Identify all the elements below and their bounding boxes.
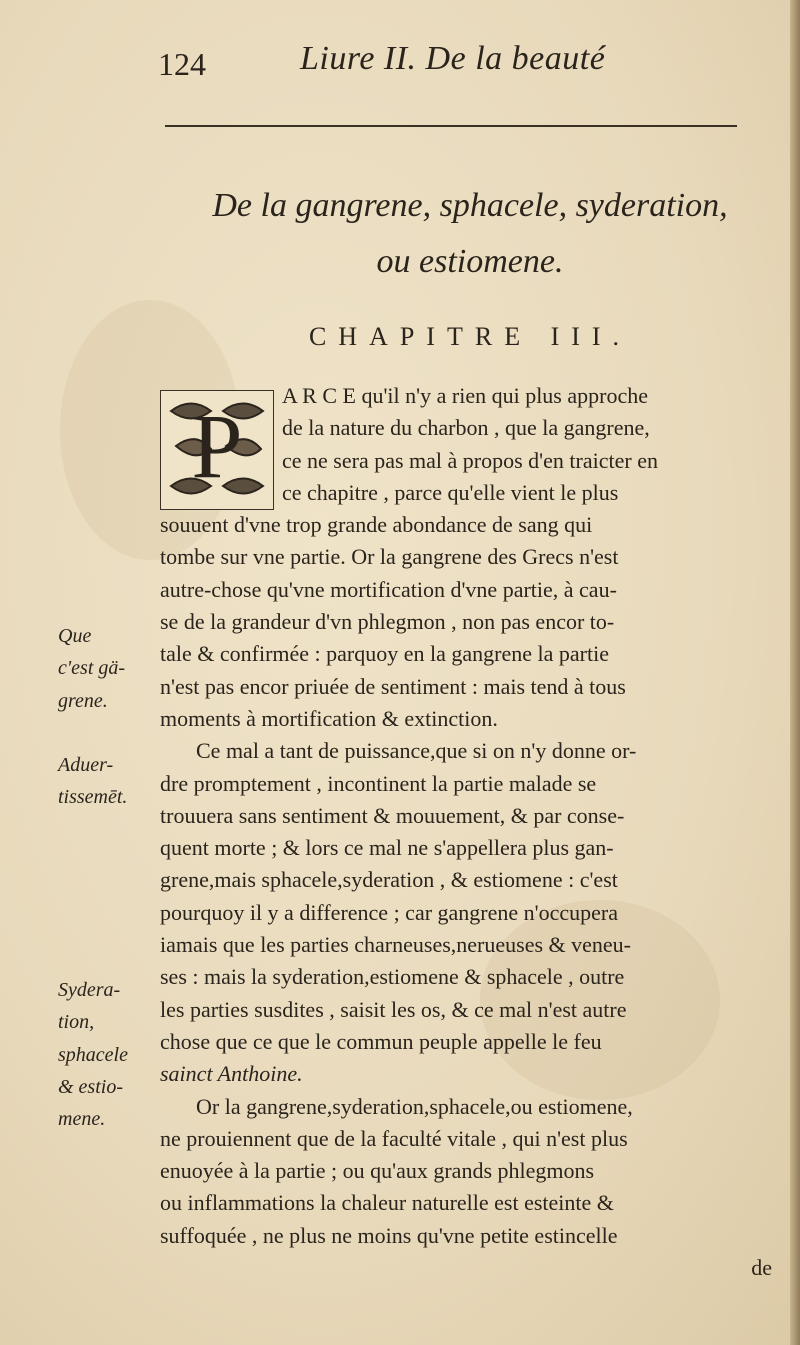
sidenote-line: Sydera- (58, 979, 121, 1001)
text-line: Or la gangrene,syderation,sphacele,ou estiomene, (196, 1093, 633, 1119)
text-line: enuoyée à la partie ; ou qu'aux grands phlegmons (160, 1158, 595, 1184)
text-line: ses : mais la syderation,estiomene & sphacele , outre (160, 964, 625, 990)
dropcap-letter: P (191, 395, 243, 497)
page-number: 124 (158, 46, 206, 82)
text-line: quent morte ; & lors ce mal ne s'appellera plus gan- (160, 835, 614, 861)
body-text (160, 380, 772, 1284)
sidenote-syderation (58, 974, 128, 1135)
text-line: les parties susdites , saisit les os, & ce mal n'est autre (160, 996, 627, 1022)
sidenote-line: grene. (58, 689, 108, 712)
text-line: autre-chose qu'vne mortification d'vne partie, à cau- (160, 576, 617, 602)
text-line: A R C E qu'il n'y a rien qui plus approche (282, 383, 648, 408)
sidenote-line: c'est gä- (58, 657, 126, 680)
text-line: sainct Anthoine. (160, 1061, 303, 1087)
sidenote-line: Aduer- (58, 754, 114, 776)
page-edge (790, 0, 800, 1345)
text-line: souuent d'vne trop grande abondance de sang qui (160, 512, 593, 538)
sidenote-line: mene. (58, 1108, 106, 1131)
sidenote-line: Que (58, 625, 92, 647)
text-line: ce chapitre , parce qu'elle vient le plus (282, 479, 619, 505)
catchword: de (751, 1255, 772, 1281)
chapter-heading: CHAPITRE III. (308, 322, 632, 351)
sidenote-gangrene (58, 620, 125, 717)
text-line: suffoquée , ne plus ne moins qu'vne petite estincelle (160, 1222, 618, 1248)
text-line: se de la grandeur d'vn phlegmon , non pas encor to- (160, 609, 615, 635)
text-line: tombe sur vne partie. Or la gangrene des Grecs n'est (160, 544, 619, 570)
sidenote-line: & estio- (58, 1075, 123, 1098)
running-head: Liure II. De la beauté (300, 40, 606, 77)
text-line: grene,mais sphacele,syderation , & estiomene : c'est (160, 867, 618, 893)
sidenote-line: tissemēt. (58, 786, 128, 809)
text-line: ce ne sera pas mal à propos d'en traicter en (282, 447, 658, 473)
title-line-1: De la gangrene, sphacele, syderation, (212, 187, 728, 224)
text-line: de la nature du charbon , que la gangrene, (282, 415, 650, 441)
section-title (160, 178, 780, 290)
sidenote-advertissement (58, 749, 127, 814)
text-line: ne prouiennent que de la faculté vitale , qui n'est plus (160, 1125, 628, 1151)
sidenote-line: sphacele (58, 1043, 128, 1066)
text-line: moments à mortification & extinction. (160, 705, 498, 731)
header-rule (165, 125, 737, 127)
text-line: n'est pas encor priuée de sentiment : mais tend à tous (160, 673, 626, 699)
text-line: ou inflammations la chaleur naturelle est esteinte & (160, 1190, 614, 1216)
text-line: pourquoy il y a difference ; car gangrene n'occupera (160, 899, 619, 925)
sidenote-line: tion, (58, 1011, 95, 1034)
text-line: Ce mal a tant de puissance,que si on n'y donne or- (196, 738, 637, 764)
text-line: dre promptement , incontinent la partie malade se (160, 770, 597, 796)
text-line: trouuera sans sentiment & mouuement, & par conse- (160, 802, 625, 828)
title-line-2: ou estiomene. (376, 243, 564, 280)
text-line: tale & confirmée : parquoy en la gangrene la partie (160, 641, 609, 667)
text-line: iamais que les parties charneuses,nerueuses & veneu- (160, 932, 631, 958)
text-line: chose que ce que le commun peuple appelle le feu (160, 1028, 602, 1054)
